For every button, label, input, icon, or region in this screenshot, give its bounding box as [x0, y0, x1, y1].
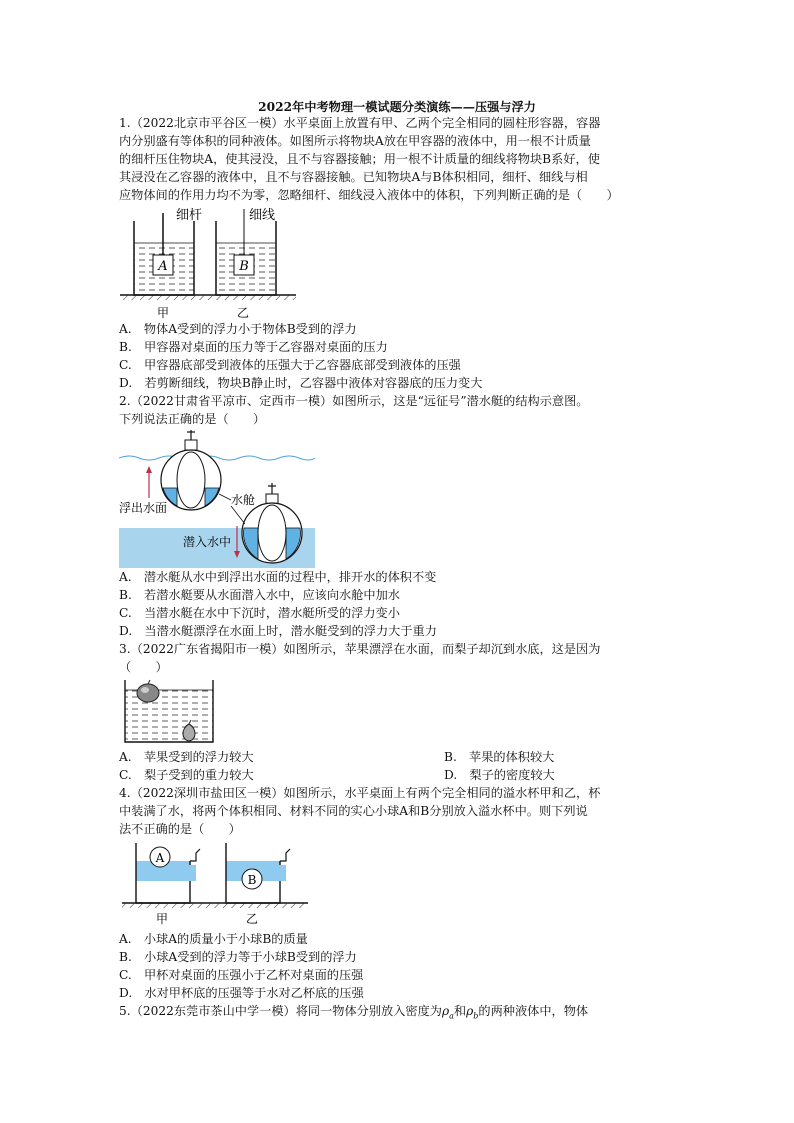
q4-text-line: 法不正确的是（ ） [119, 822, 241, 836]
q4-text-line: 中装满了水，将两个体积相同、材料不同的实心小球A和B分别放入溢水杯中。则下列说 [119, 804, 588, 818]
thread-label: 细线 [249, 208, 276, 223]
q2-option-b: B. 若潜水艇要从水面潜入水中，应该向水舱中加水 [119, 588, 400, 602]
q5-pre: 5.（2022东莞市茶山中学一模）将同一物体分别放入密度为 [119, 1004, 442, 1018]
q3-option-d: D. 梨子的密度较大 [444, 768, 555, 782]
page-title: 2022年中考物理一模试题分类演练——压强与浮力 [258, 100, 536, 114]
container-jia-label: 甲 [156, 306, 170, 320]
q1-option-a: A. 物体A受到的浮力小于物体B受到的浮力 [119, 322, 357, 336]
ball-a-label: A [155, 851, 165, 865]
block-b-label: B [239, 259, 249, 274]
q5-post: 的两种液体中，物体 [478, 1004, 589, 1018]
q3-text-line: （ ） [119, 660, 168, 674]
q2-text-line: 2.（2022甘肃省平凉市、定西市一模）如图所示，这是“远征号”潜水艇的结构示意图。 [119, 394, 589, 408]
q1-text-line: 1.（2022北京市平谷区一模）水平桌面上放置有甲、乙两个完全相同的圆柱形容器，容器 [119, 116, 601, 130]
q4-figure [122, 839, 308, 927]
q2-text-line: 下列说法正确的是（ ） [119, 412, 266, 426]
q4-option-a: A. 小球A的质量小于小球B的质量 [119, 932, 308, 946]
q3-option-c: C. 梨子受到的重力较大 [119, 768, 254, 782]
cup-jia-label: 甲 [155, 912, 169, 926]
q1-option-c: C. 甲容器底部受到液体的压强大于乙容器底部受到液体的压强 [119, 358, 461, 372]
q2-option-d: D. 当潜水艇漂浮在水面上时，潜水艇受到的浮力大于重力 [119, 624, 437, 638]
dive-label: 潜入水中 [183, 535, 232, 549]
q4-text-line: 4.（2022深圳市盐田区一模）如图所示，水平桌面上有两个完全相同的溢水杯甲和乙，杯 [119, 786, 601, 800]
q3-figure [121, 676, 217, 744]
q2-option-a: A. 潜水艇从水中到浮出水面的过程中，排开水的体积不变 [119, 570, 437, 584]
q1-text-line: 的细杆压住物块A，使其浸没，且不与容器接触；用一根不计质量的细线将物块B系好，使 [119, 152, 600, 166]
q3-option-b: B. 苹果的体积较大 [444, 750, 555, 764]
q5-mid: 和 [453, 1004, 467, 1018]
q4-option-c: C. 甲杯对桌面的压强小于乙杯对桌面的压强 [119, 968, 364, 982]
ball-b-label: B [247, 873, 257, 887]
surface-label: 浮出水面 [119, 501, 168, 515]
tank-label: 水舱 [231, 493, 256, 507]
rho-b: $\rho_b$ [466, 1004, 479, 1021]
rod-label: 细杆 [176, 208, 203, 223]
q4-option-d: D. 水对甲杯底的压强等于水对乙杯底的压强 [119, 986, 364, 1000]
block-a-label: A [158, 259, 168, 274]
q1-option-b: B. 甲容器对桌面的压力等于乙容器对桌面的压力 [119, 340, 388, 354]
container-yi-label: 乙 [236, 306, 250, 320]
q2-option-c: C. 当潜水艇在水中下沉时，潜水艇所受的浮力变小 [119, 606, 400, 620]
q1-text-line: 其浸没在乙容器的液体中，且不与容器接触。已知物块A与B体积相同，细杆、细线与相 [119, 170, 588, 184]
q3-text-line: 3.（2022广东省揭阳市一模）如图所示，苹果漂浮在水面，而梨子却沉到水底，这是因为 [119, 642, 601, 656]
rho-a: $\rho_a$ [441, 1004, 454, 1021]
q1-option-d: D. 若剪断细线，物块B静止时，乙容器中液体对容器底的压力变大 [119, 376, 483, 390]
q4-option-b: B. 小球A受到的浮力等于小球B受到的浮力 [119, 950, 357, 964]
q1-text-line: 内分别盛有等体积的同种液体。如图所示将物块A放在甲容器的液体中，用一根不计质量 [119, 134, 591, 148]
q1-text-line: 应物体间的作用力均不为零，忽略细杆、细线浸入液体中的体积，下列判断正确的是（ ） [119, 188, 619, 202]
q1-figure [118, 203, 298, 320]
q3-option-a: A. 苹果受到的浮力较大 [119, 750, 254, 764]
q2-figure [119, 428, 315, 568]
q5-text-line [119, 1002, 588, 1025]
cup-yi-label: 乙 [245, 912, 259, 926]
